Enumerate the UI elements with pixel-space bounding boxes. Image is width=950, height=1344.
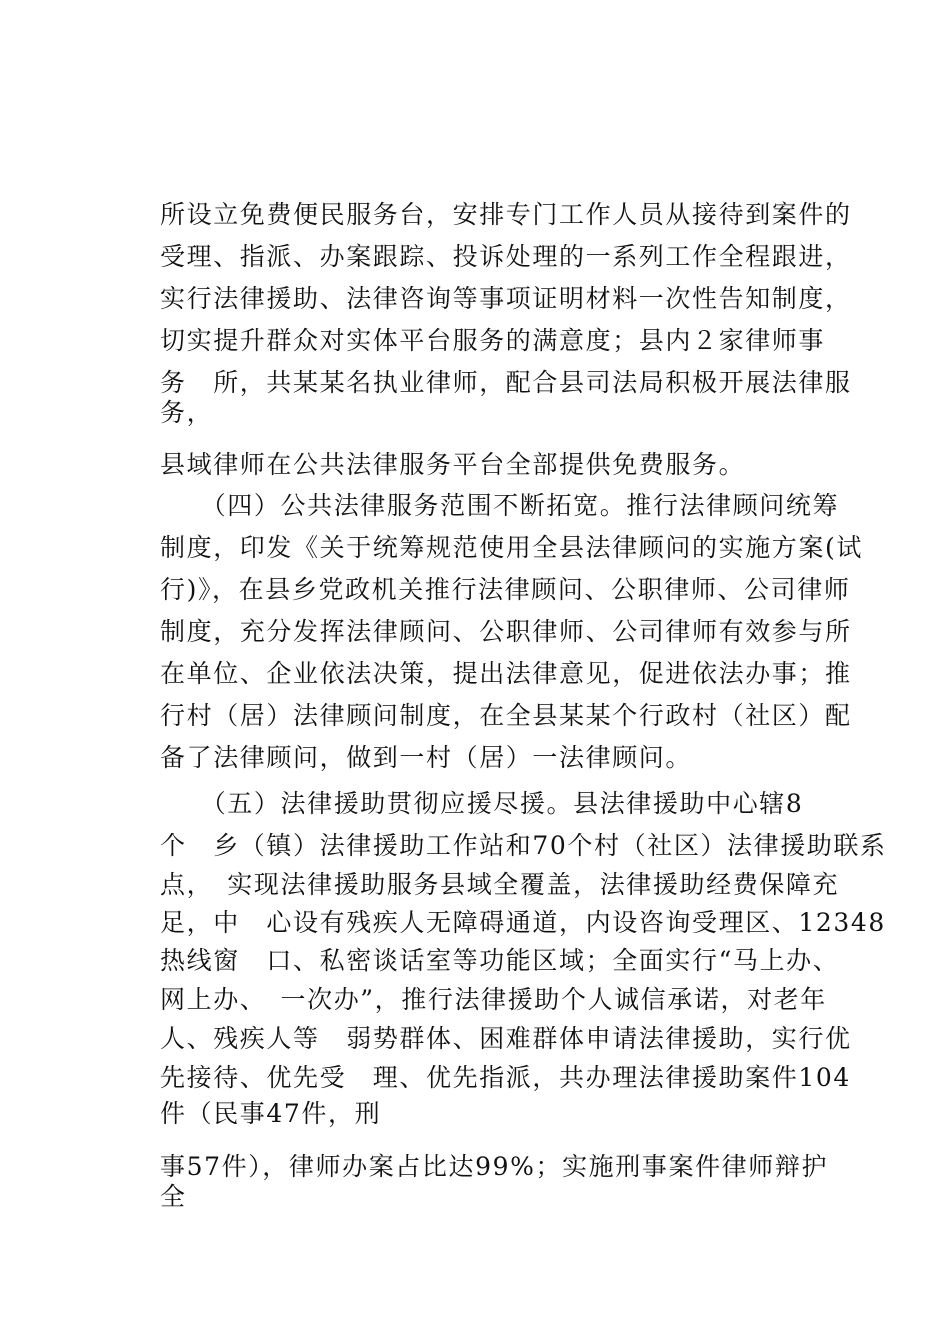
text-line-6: 务， — [160, 398, 214, 427]
text-line-1: 所设立免费便民服务台，安排专门工作人员从接待到案件的 — [160, 200, 852, 229]
text-line-14: 备了法律顾问，做到一村（居）一法律顾问。 — [160, 743, 693, 772]
text-line-4: 切实提升群众对实体平台服务的满意度；县内２家律师事 — [160, 326, 826, 355]
text-line-7: 县域律师在公共法律服务平台全部提供免费服务。 — [160, 450, 746, 479]
text-line-2: 受理、指派、办案跟踪、投诉处理的一系列工作全程跟进， — [160, 242, 852, 271]
text-line-15: （五）法律援助贯彻应援尽援。县法律援助中心辖8 — [160, 789, 804, 818]
text-line-5: 务 所，共某某名执业律师，配合县司法局积极开展法律服 — [160, 368, 852, 397]
text-line-21: 人、残疾人等 弱势群体、困难群体申请法律援助，实行优 — [160, 1024, 852, 1053]
text-line-24: 事57件），律师办案占比达99%；实施刑事案件律师辩护 — [160, 1152, 829, 1181]
text-line-3: 实行法律援助、法律咨询等事项证明材料一次性告知制度， — [160, 284, 852, 313]
text-line-23: 件（民事47件，刑 — [160, 1099, 382, 1128]
text-line-19: 热线窗 口、私密谈话室等功能区域；全面实行“马上办、 — [160, 946, 840, 975]
text-line-18: 足，中 心设有残疾人无障碍通道，内设咨询受理区、12348 — [160, 908, 886, 937]
text-line-10: 行)》，在县乡党政机关推行法律顾问、公职律师、公司律师 — [160, 575, 851, 604]
text-line-17: 点， 实现法律援助服务县域全覆盖，法律援助经费保障充 — [160, 870, 840, 899]
text-line-13: 行村（居）法律顾问制度，在全县某某个行政村（社区）配 — [160, 701, 852, 730]
text-line-20: 网上办、 一次办”，推行法律援助个人诚信承诺，对老年 — [160, 985, 827, 1014]
text-line-25: 全 — [160, 1182, 187, 1211]
text-line-11: 制度，充分发挥法律顾问、公职律师、公司律师有效参与所 — [160, 617, 852, 646]
text-line-8: （四）公共法律服务范围不断拓宽。推行法律顾问统筹 — [160, 491, 840, 520]
text-line-22: 先接待、优先受 理、优先指派，共办理法律援助案件104 — [160, 1063, 851, 1092]
text-line-12: 在单位、企业依法决策，提出法律意见，促进依法办事；推 — [160, 659, 852, 688]
text-line-9: 制度，印发《关于统筹规范使用全县法律顾问的实施方案(试 — [160, 533, 863, 562]
text-line-16: 个 乡（镇）法律援助工作站和70个村（社区）法律援助联系 — [160, 831, 887, 860]
